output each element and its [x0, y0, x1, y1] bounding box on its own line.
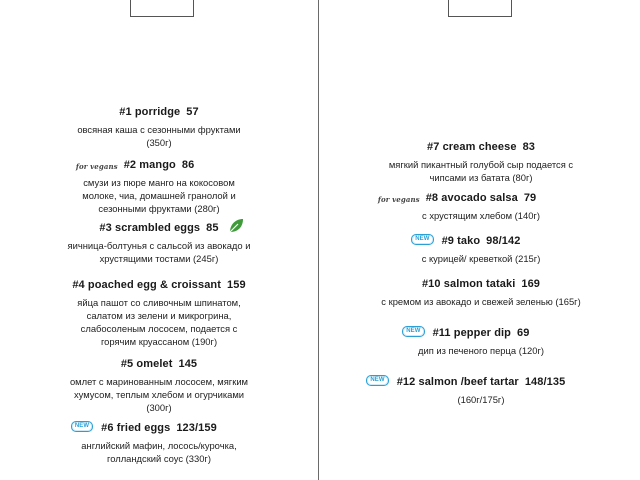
item-title: #7 cream cheese 83 [426, 141, 535, 153]
menu-item-avocado-salsa [322, 188, 640, 222]
item-description: омлет с маринованным лососем, мягким хумусом, теплым хлебом и огурчиками (300г) [69, 376, 249, 413]
leaf-icon [227, 217, 245, 239]
item-price: 69 [517, 327, 530, 339]
item-description: яичница-болтунья с сальсой из авокадо и хрустящими тостами (245г) [67, 240, 251, 264]
new-badge: NEW [366, 375, 388, 386]
item-price: 145 [178, 358, 198, 370]
menu-item-pepper-dip [322, 323, 640, 357]
menu-page-right [322, 0, 640, 480]
item-title: NEW #6 fried eggs 123/159 [101, 421, 217, 435]
menu-item-mango [0, 155, 318, 215]
item-title: for vegans #8 avocado salsa 79 [426, 191, 537, 205]
menu-item-poached-egg-croissant [0, 275, 318, 348]
item-description: смузи из пюре манго на кокосовом молоке, чиа, домашней гранолой и сезонными фруктами (280г) [82, 177, 236, 214]
menu-item-porridge [0, 102, 318, 149]
item-title: NEW #12 salmon /beef tartar 148/135 [397, 375, 566, 389]
menu-item-cream-cheese [322, 137, 640, 184]
item-description: с курицей/ креветкой (215г) [421, 253, 541, 264]
menu-page-left [0, 0, 318, 480]
item-description: мягкий пикантный голубой сыр подается с чипсами из батата (80г) [388, 159, 574, 183]
item-price: 57 [186, 106, 199, 118]
new-badge: NEW [402, 326, 424, 337]
vegan-tag: for vegans [75, 162, 118, 171]
menu-item-scrambled-eggs [0, 218, 318, 265]
item-title: NEW #11 pepper dip 69 [433, 326, 530, 340]
new-badge: NEW [411, 234, 433, 245]
item-price: 169 [521, 278, 541, 290]
item-price: 148/135 [524, 376, 566, 388]
item-price: 79 [523, 192, 537, 204]
item-description: (160г/175г) [457, 394, 505, 405]
item-title: #10 salmon tataki 169 [421, 278, 541, 290]
item-title: NEW #9 tako 98/142 [442, 234, 521, 248]
item-description: с хрустящим хлебом (140г) [422, 210, 540, 221]
menu-item-salmon-beef-tartar [322, 372, 640, 406]
menu-item-tako [322, 231, 640, 265]
menu-item-fried-eggs [0, 418, 318, 465]
item-price: 83 [522, 141, 535, 153]
item-title: #4 poached egg & croissant 159 [72, 279, 246, 291]
item-title: #1 porridge 57 [119, 106, 199, 118]
item-description: дип из печеного перца (120г) [417, 345, 545, 356]
item-price: 86 [181, 159, 195, 171]
page-fold-line [318, 0, 319, 480]
item-price: 159 [227, 279, 246, 291]
item-description: овсяная каша с сезонными фруктами (350г) [77, 124, 241, 148]
item-price: 98/142 [486, 235, 521, 247]
item-title: for vegans #2 mango 86 [124, 158, 195, 172]
vegan-tag: for vegans [377, 195, 420, 204]
item-description: с кремом из авокадо и свежей зеленью (165г) [381, 296, 581, 307]
logo-frame [448, 0, 512, 17]
item-price: 85 [206, 222, 219, 234]
item-price: 123/159 [176, 422, 217, 434]
item-title: #5 omelet 145 [120, 358, 198, 370]
item-description: английский мафин, лосось/курочка, голландский соус (330г) [81, 440, 237, 464]
menu-item-salmon-tataki [322, 274, 640, 308]
new-badge: NEW [71, 421, 93, 432]
item-description: яйца пашот со сливочным шпинатом, салатом из зелени и микрогрина, слабосоленым лососем, подается с горячим круассаном (190г) [77, 297, 241, 347]
item-title: #3 scrambled eggs 85 [99, 221, 218, 235]
logo-frame [130, 0, 194, 17]
menu-item-omelet [0, 354, 318, 414]
